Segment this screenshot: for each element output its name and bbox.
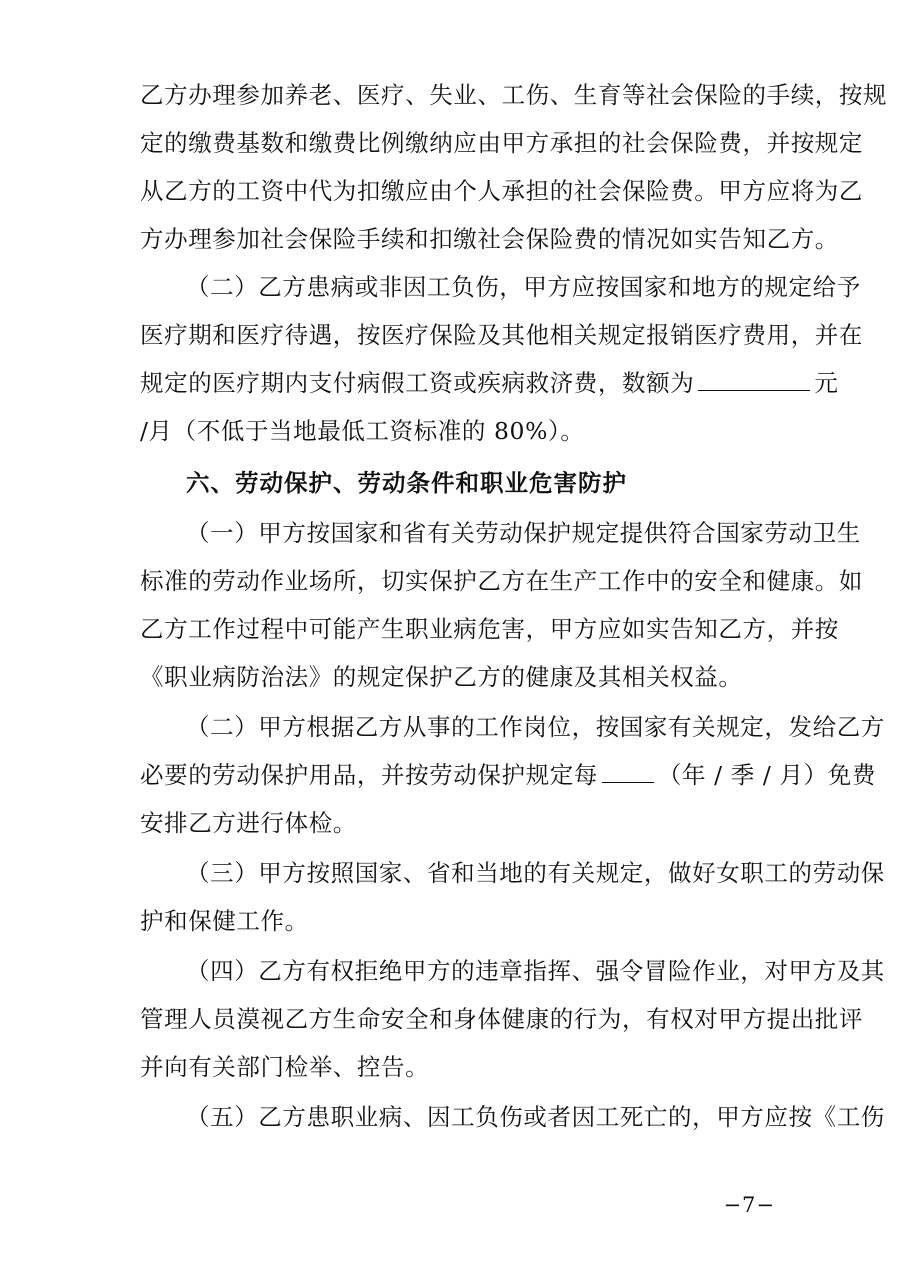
- paragraph-line: 并向有关部门检举、控告。: [140, 1053, 430, 1081]
- paragraph-line: 管理人员漠视乙方生命安全和身体健康的行为，有权对甲方提出批评: [140, 1005, 863, 1033]
- paragraph-line: 定的缴费基数和缴费比例缴纳应由甲方承担的社会保险费，并按规定: [140, 129, 863, 157]
- paragraph-line: 标准的劳动作业场所，切实保护乙方在生产工作中的安全和健康。如: [140, 567, 863, 595]
- paragraph-line-with-blank: [140, 760, 876, 790]
- paragraph-line: 护和保健工作。: [140, 907, 309, 935]
- paragraph-line: /月（不低于当地最低工资标准的 80%）。: [140, 417, 585, 445]
- paragraph-line: 医疗期和医疗待遇，按医疗保险及其他相关规定报销医疗费用，并在: [140, 321, 863, 349]
- paragraph-line-with-blank: [140, 368, 839, 398]
- section-heading: 六、劳动保护、劳动条件和职业危害防护: [186, 469, 627, 497]
- line-text: 必要的劳动保护用品，并按劳动保护规定每: [140, 761, 598, 789]
- paragraph-line: 乙方工作过程中可能产生职业病危害，甲方应如实告知乙方，并按: [140, 615, 839, 643]
- paragraph-line: （二）甲方根据乙方从事的工作岗位，按国家有关规定，发给乙方: [186, 713, 885, 741]
- paragraph-line: 安排乙方进行体检。: [140, 809, 357, 837]
- paragraph-line: （三）甲方按照国家、省和当地的有关规定，做好女职工的劳动保: [186, 859, 885, 887]
- amount-blank: [698, 368, 810, 391]
- line-text: （年 / 季 / 月）免费: [657, 761, 876, 789]
- line-text: 规定的医疗期内支付病假工资或疾病救济费，数额为: [140, 369, 695, 397]
- paragraph-line: （四）乙方有权拒绝甲方的违章指挥、强令冒险作业，对甲方及其: [186, 957, 885, 985]
- paragraph-line: （五）乙方患职业病、因工负伤或者因工死亡的，甲方应按《工伤: [186, 1103, 885, 1131]
- paragraph-line: （一）甲方按国家和省有关劳动保护规定提供符合国家劳动卫生: [186, 519, 861, 547]
- line-text: 元: [814, 369, 839, 397]
- paragraph-line: 《职业病防治法》的规定保护乙方的健康及其相关权益。: [140, 663, 743, 691]
- paragraph-line: 乙方办理参加养老、医疗、失业、工伤、生育等社会保险的手续，按规: [140, 81, 888, 109]
- page-number: −7−: [723, 1193, 775, 1217]
- paragraph-line: （二）乙方患病或非因工负伤，甲方应按国家和地方的规定给予: [186, 273, 861, 301]
- paragraph-line: 从乙方的工资中代为扣缴应由个人承担的社会保险费。甲方应将为乙: [140, 177, 863, 205]
- frequency-blank: [602, 760, 654, 783]
- paragraph-line: 方办理参加社会保险手续和扣缴社会保险费的情况如实告知乙方。: [140, 225, 839, 253]
